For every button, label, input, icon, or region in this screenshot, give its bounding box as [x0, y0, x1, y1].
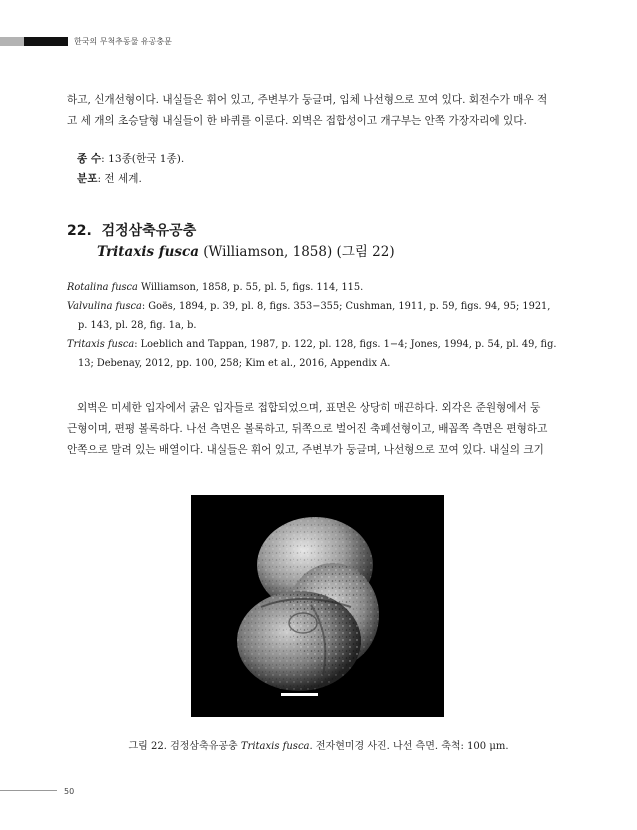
synonym-name: Rotalina fusca	[67, 282, 138, 293]
distribution	[77, 169, 142, 189]
description-line: 안쪽으로 말려 있는 배열이다. 내실들은 휘어 있고, 주변부가 둥글며, 나선형으로 꼬여 있다. 내실의 크기	[67, 444, 544, 456]
species-number: 22.	[67, 223, 92, 239]
species-heading	[67, 220, 196, 240]
header-black-bar	[24, 37, 68, 46]
scale-bar	[281, 693, 318, 696]
synonym-name: Tritaxis fusca	[67, 339, 135, 350]
species-korean-name: 검정삼축유공충	[101, 223, 197, 239]
caption-species: Tritaxis fusca	[240, 741, 310, 752]
footer-rule	[0, 790, 57, 791]
synonymy-entry	[67, 278, 557, 297]
top-paragraph	[67, 90, 557, 132]
description-paragraph	[67, 398, 557, 461]
top-paragraph-line: 고 세 개의 초승달형 내실들이 한 바퀴를 이룬다. 외벽은 접합성이고 개구부는 안쪽 가장자리에 있다.	[67, 115, 527, 127]
synonym-reference: Williamson, 1858, p. 55, pl. 5, figs. 114, 115.	[137, 282, 364, 293]
synonymy-list	[67, 278, 557, 373]
species-subheading	[97, 240, 395, 260]
page-number: 50	[64, 787, 75, 796]
distribution-label: 분포	[77, 173, 98, 185]
species-count-value: : 13종(한국 1종).	[101, 153, 185, 165]
sem-photo	[191, 495, 444, 717]
running-title: 한국의 무척추동물 유공충문	[74, 37, 172, 46]
synonym-reference: : Loeblich and Tappan, 1987, p. 122, pl. 128, figs. 1−4; Jones, 1994, p. 54, pl. 49, fig. 13; Debenay, 2012, pp. 100, 258; Kim et al., 2016, Appendix A.	[78, 339, 557, 369]
figure-caption	[0, 737, 637, 752]
caption-prefix: 그림 22. 검정삼축유공충	[128, 741, 241, 752]
foraminifera-specimen-image	[191, 495, 444, 717]
species-scientific-name: Tritaxis fusca	[97, 244, 199, 260]
header-grey-bar	[0, 37, 24, 46]
top-paragraph-line: 하고, 신개선형이다. 내실들은 휘어 있고, 주변부가 둥글며, 입체 나선형으로 꼬여 있다. 회전수가 매우 적	[67, 94, 548, 106]
caption-suffix: . 전자현미경 사진. 나선 측면. 축척: 100 μm.	[309, 741, 509, 752]
description-line: 외벽은 미세한 입자에서 굵은 입자들로 접합되었으며, 표면은 상당히 매끈하다. 외각은 준원형에서 둥	[77, 402, 541, 414]
species-authority: (Williamson, 1858) (그림 22)	[198, 244, 395, 260]
synonymy-entry	[67, 335, 557, 373]
distribution-value: : 전 세계.	[97, 173, 142, 185]
description-line: 근형이며, 편평 볼록하다. 나선 측면은 볼록하고, 뒤쪽으로 벌어진 축페선형이고, 배꼽쪽 측면은 편형하고	[67, 423, 548, 435]
species-count	[77, 149, 184, 169]
synonym-name: Valvulina fusca	[67, 301, 142, 312]
synonym-reference: : Goës, 1894, p. 39, pl. 8, figs. 353−355; Cushman, 1911, p. 59, figs. 94, 95; 1921, p. 143, pl. 28, fig. 1a, b.	[78, 301, 551, 331]
species-count-label: 종 수	[77, 153, 102, 165]
synonymy-entry	[67, 297, 557, 335]
